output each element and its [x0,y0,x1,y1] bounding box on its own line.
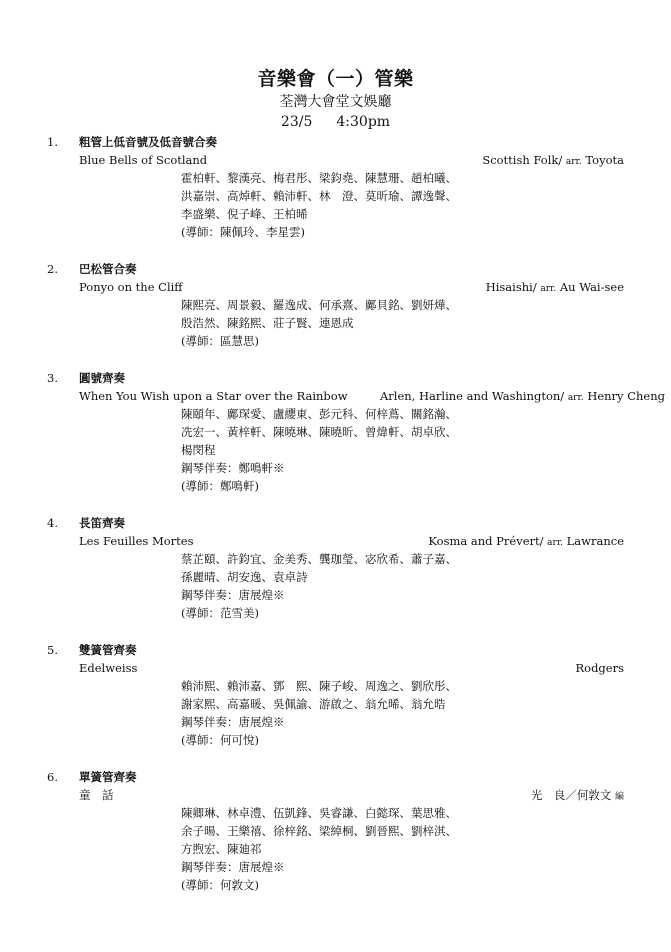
performer-line: 蔡芷頤、許鈞宜、金美秀、龔珈瑩、宓欣希、蕭子嘉、 [181,552,457,566]
composer-credit [428,532,624,552]
accompanist-line: 鋼琴伴奏：唐展煌※ [181,588,285,602]
concert-time: 4:30pm [336,114,391,130]
ensemble-type: 雙簧管齊奏 [79,643,137,657]
performer-line: 冼宏一、黃梓軒、陳曉琳、陳曉昕、曾煒軒、胡卓欣、 [181,425,457,439]
performer-line: 李盛樂、倪子峰、王柏晞 [181,207,308,221]
performer-line: 洪嘉崇、高焯軒、賴沛軒、林 澄、莫昕瑜、譚逸聲、 [181,189,457,203]
performer-line: 方煦宏、陳廸祁 [181,842,262,856]
performer-line: 謝家熙、高嘉暖、吳佩諭、游啟之、翁允晞、翁允晧 [181,697,446,711]
performer-line: 余子暘、王樂禧、徐梓銘、梁綽桐、劉晉熙、劉梓淇、 [181,824,457,838]
arr-mark: 編 [614,792,624,802]
performer-details [181,677,491,749]
composer: Arlen, Harline and Washington/ [380,389,565,403]
composer-credit [486,278,624,298]
performer-line: 殷浩然、陳銘熙、莊子賢、連恩成 [181,316,354,330]
ensemble-type: 長笛齊奏 [79,516,125,530]
composer-credit [482,151,624,171]
instructor-line: (導師：區慧思) [181,334,259,348]
accompanist-line: 鋼琴伴奏：唐展煌※ [181,860,285,874]
accompanist-line: 鋼琴伴奏：唐展煌※ [181,715,285,729]
ensemble-type: 粗管上低音號及低音號合奏 [79,135,217,149]
performer-line: 陳熙亮、周景毅、羅逸成、何承熹、鄺貝銘、劉妍燁、 [181,298,457,312]
piece-title: 童 話 [79,788,114,802]
arr-mark: arr. [565,157,582,167]
instructor-line: (導師：陳佩玲、李星雲) [181,225,305,239]
piece-title: Blue Bells of Scotland [79,153,208,167]
performer-details [181,804,491,894]
item-number: 4. [47,516,58,530]
composer: Rodgers [575,661,624,675]
performer-details [181,296,491,350]
performer-line: 賴沛熙、賴沛嘉、鄧 熙、陳子峻、周逸之、劉欣彤、 [181,679,457,693]
program-header [0,66,671,132]
performer-details [181,405,491,495]
composer: Hisaishi/ [485,280,537,294]
arr-mark: arr. [540,284,557,294]
arranger: Henry Cheng [587,389,665,403]
item-number: 1. [47,135,58,149]
accompanist-line: 鋼琴伴奏：鄭鳴軒※ [181,461,285,475]
piece-title: When You Wish upon a Star over the Rainbow [79,389,348,403]
ensemble-type: 巴松管合奏 [79,262,137,276]
composer: Kosma and Prévert/ [428,534,544,548]
venue: 荃灣大會堂文娛廳 [279,94,392,110]
composer-credit [531,786,624,806]
arranger: Toyota [585,153,624,167]
ensemble-type: 單簧管齊奏 [79,770,137,784]
piece-title: Les Feuilles Mortes [79,534,194,548]
piece-title: Ponyo on the Cliff [79,280,183,294]
performer-line: 楊閔程 [181,443,216,457]
instructor-line: (導師：何敦文) [181,878,259,892]
performer-details [181,169,491,241]
instructor-line: (導師：鄭鳴軒) [181,479,259,493]
arr-mark: arr. [547,538,563,548]
item-number: 3. [47,371,58,385]
item-number: 6. [47,770,58,784]
composer: Scottish Folk/ [482,153,563,167]
arranger: Au Wai-see [559,280,624,294]
ensemble-type: 圓號齊奏 [79,371,125,385]
concert-title: 音樂會（一）管樂 [257,68,414,90]
composer: 光 良／何敦文 [530,788,612,802]
concert-date: 23/5 [280,114,313,130]
composer-credit [575,659,624,677]
arr-mark: arr. [567,393,584,403]
performer-line: 陳頤年、鄺琛愛、盧纓東、彭元科、何梓蔦、關銘瀚、 [181,407,457,421]
instructor-line: (導師：范雪美) [181,606,259,620]
performer-details [181,550,491,622]
performer-line: 霍柏軒、黎漢亮、梅君彤、梁鈞堯、陳慧珊、趙柏曦、 [181,171,457,185]
performer-line: 陳卿琳、林卓澧、伍凱鋒、吳睿謙、白懿琛、葉思雅、 [181,806,457,820]
date-time [0,112,671,132]
arranger: Lawrance [566,534,624,548]
instructor-line: (導師：何可悅) [181,733,259,747]
item-number: 2. [47,262,58,276]
composer-credit [380,387,665,407]
piece-title: Edelweiss [79,661,138,675]
item-number: 5. [47,643,58,657]
performer-line: 孫麗晴、胡安逸、袁卓詩 [181,570,308,584]
